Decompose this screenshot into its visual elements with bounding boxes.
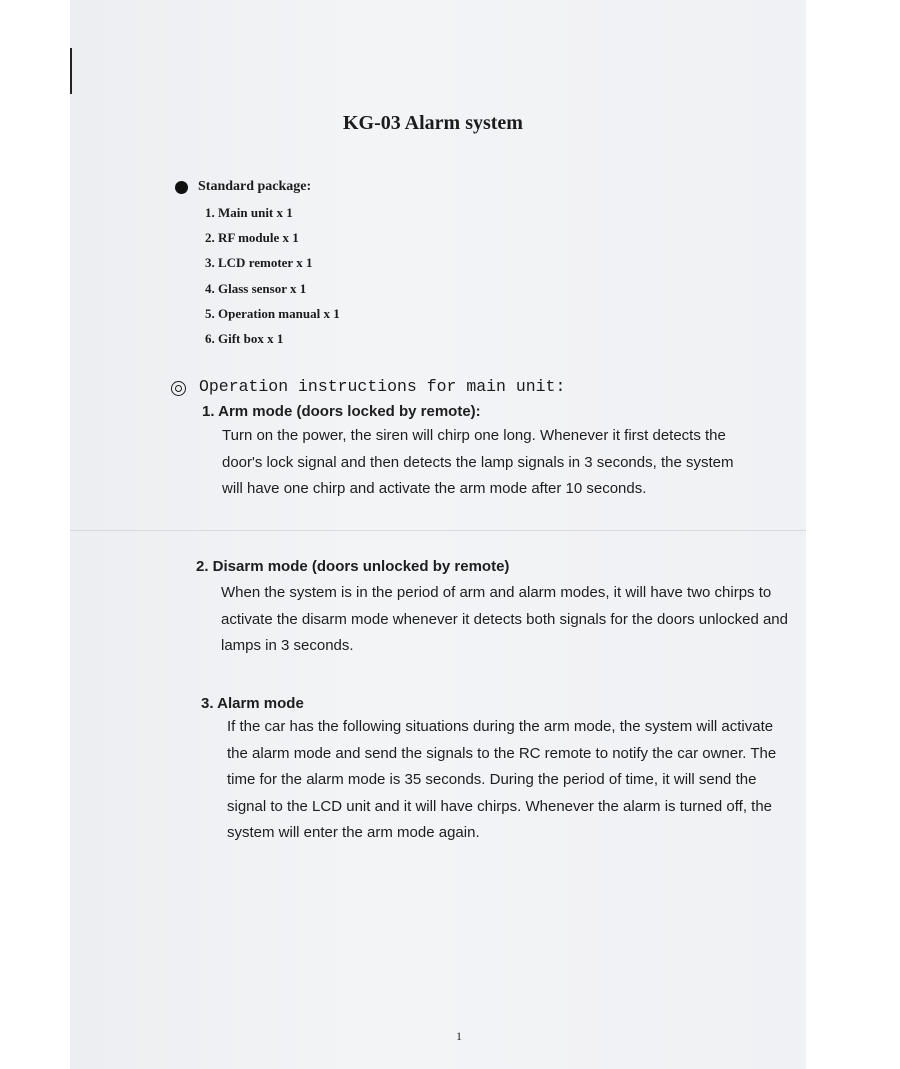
page-number: 1 xyxy=(456,1029,462,1043)
double-circle-bullet-icon xyxy=(171,381,186,396)
section-body-disarm-mode: When the system is in the period of arm and alarm modes, it will have two chirps to activate the disarm mode whenever it detects both signals for the doors unlocked and lamps in 3 seconds. xyxy=(221,584,788,654)
section-body-arm-mode: Turn on the power, the siren will chirp one long. Whenever it first detects the door's lock signal and then detects the lamp signals in 3 seconds, the system will have one chirp and activate the arm mode after 10 seconds. xyxy=(222,427,734,497)
section-title-disarm-mode: 2. Disarm mode (doors unlocked by remote) xyxy=(196,558,510,575)
paper-fold-line xyxy=(70,530,806,531)
package-item: 4. Glass sensor x 1 xyxy=(205,280,307,296)
standard-package-list xyxy=(205,204,340,355)
operation-heading: Operation instructions for main unit: xyxy=(199,377,566,396)
package-item: 1. Main unit x 1 xyxy=(205,205,293,220)
package-item: 2. RF module x 1 xyxy=(205,230,299,246)
section-title-arm-mode: 1. Arm mode (doors locked by remote): xyxy=(202,403,481,420)
edge-mark xyxy=(70,48,72,94)
filled-bullet-icon xyxy=(175,181,188,194)
section-title-alarm-mode: 3. Alarm mode xyxy=(201,695,304,712)
package-item: 3. LCD remoter x 1 xyxy=(205,255,313,271)
document-page xyxy=(70,0,806,1069)
section-body-alarm-mode: If the car has the following situations during the arm mode, the system will activate the alarm mode and send the signals to the RC remote to notify the car owner. The time for the alarm mode is 35 seconds. During the period of time, it will send the signal to the LCD unit and it will have chirps. Whenever the alarm is turned off, the system will enter the arm mode again. xyxy=(227,718,777,841)
package-item: 6. Gift box x 1 xyxy=(205,330,284,346)
standard-package-heading: Standard package: xyxy=(198,179,312,194)
package-item: 5. Operation manual x 1 xyxy=(205,305,340,321)
document-title: KG-03 Alarm system xyxy=(343,112,523,134)
